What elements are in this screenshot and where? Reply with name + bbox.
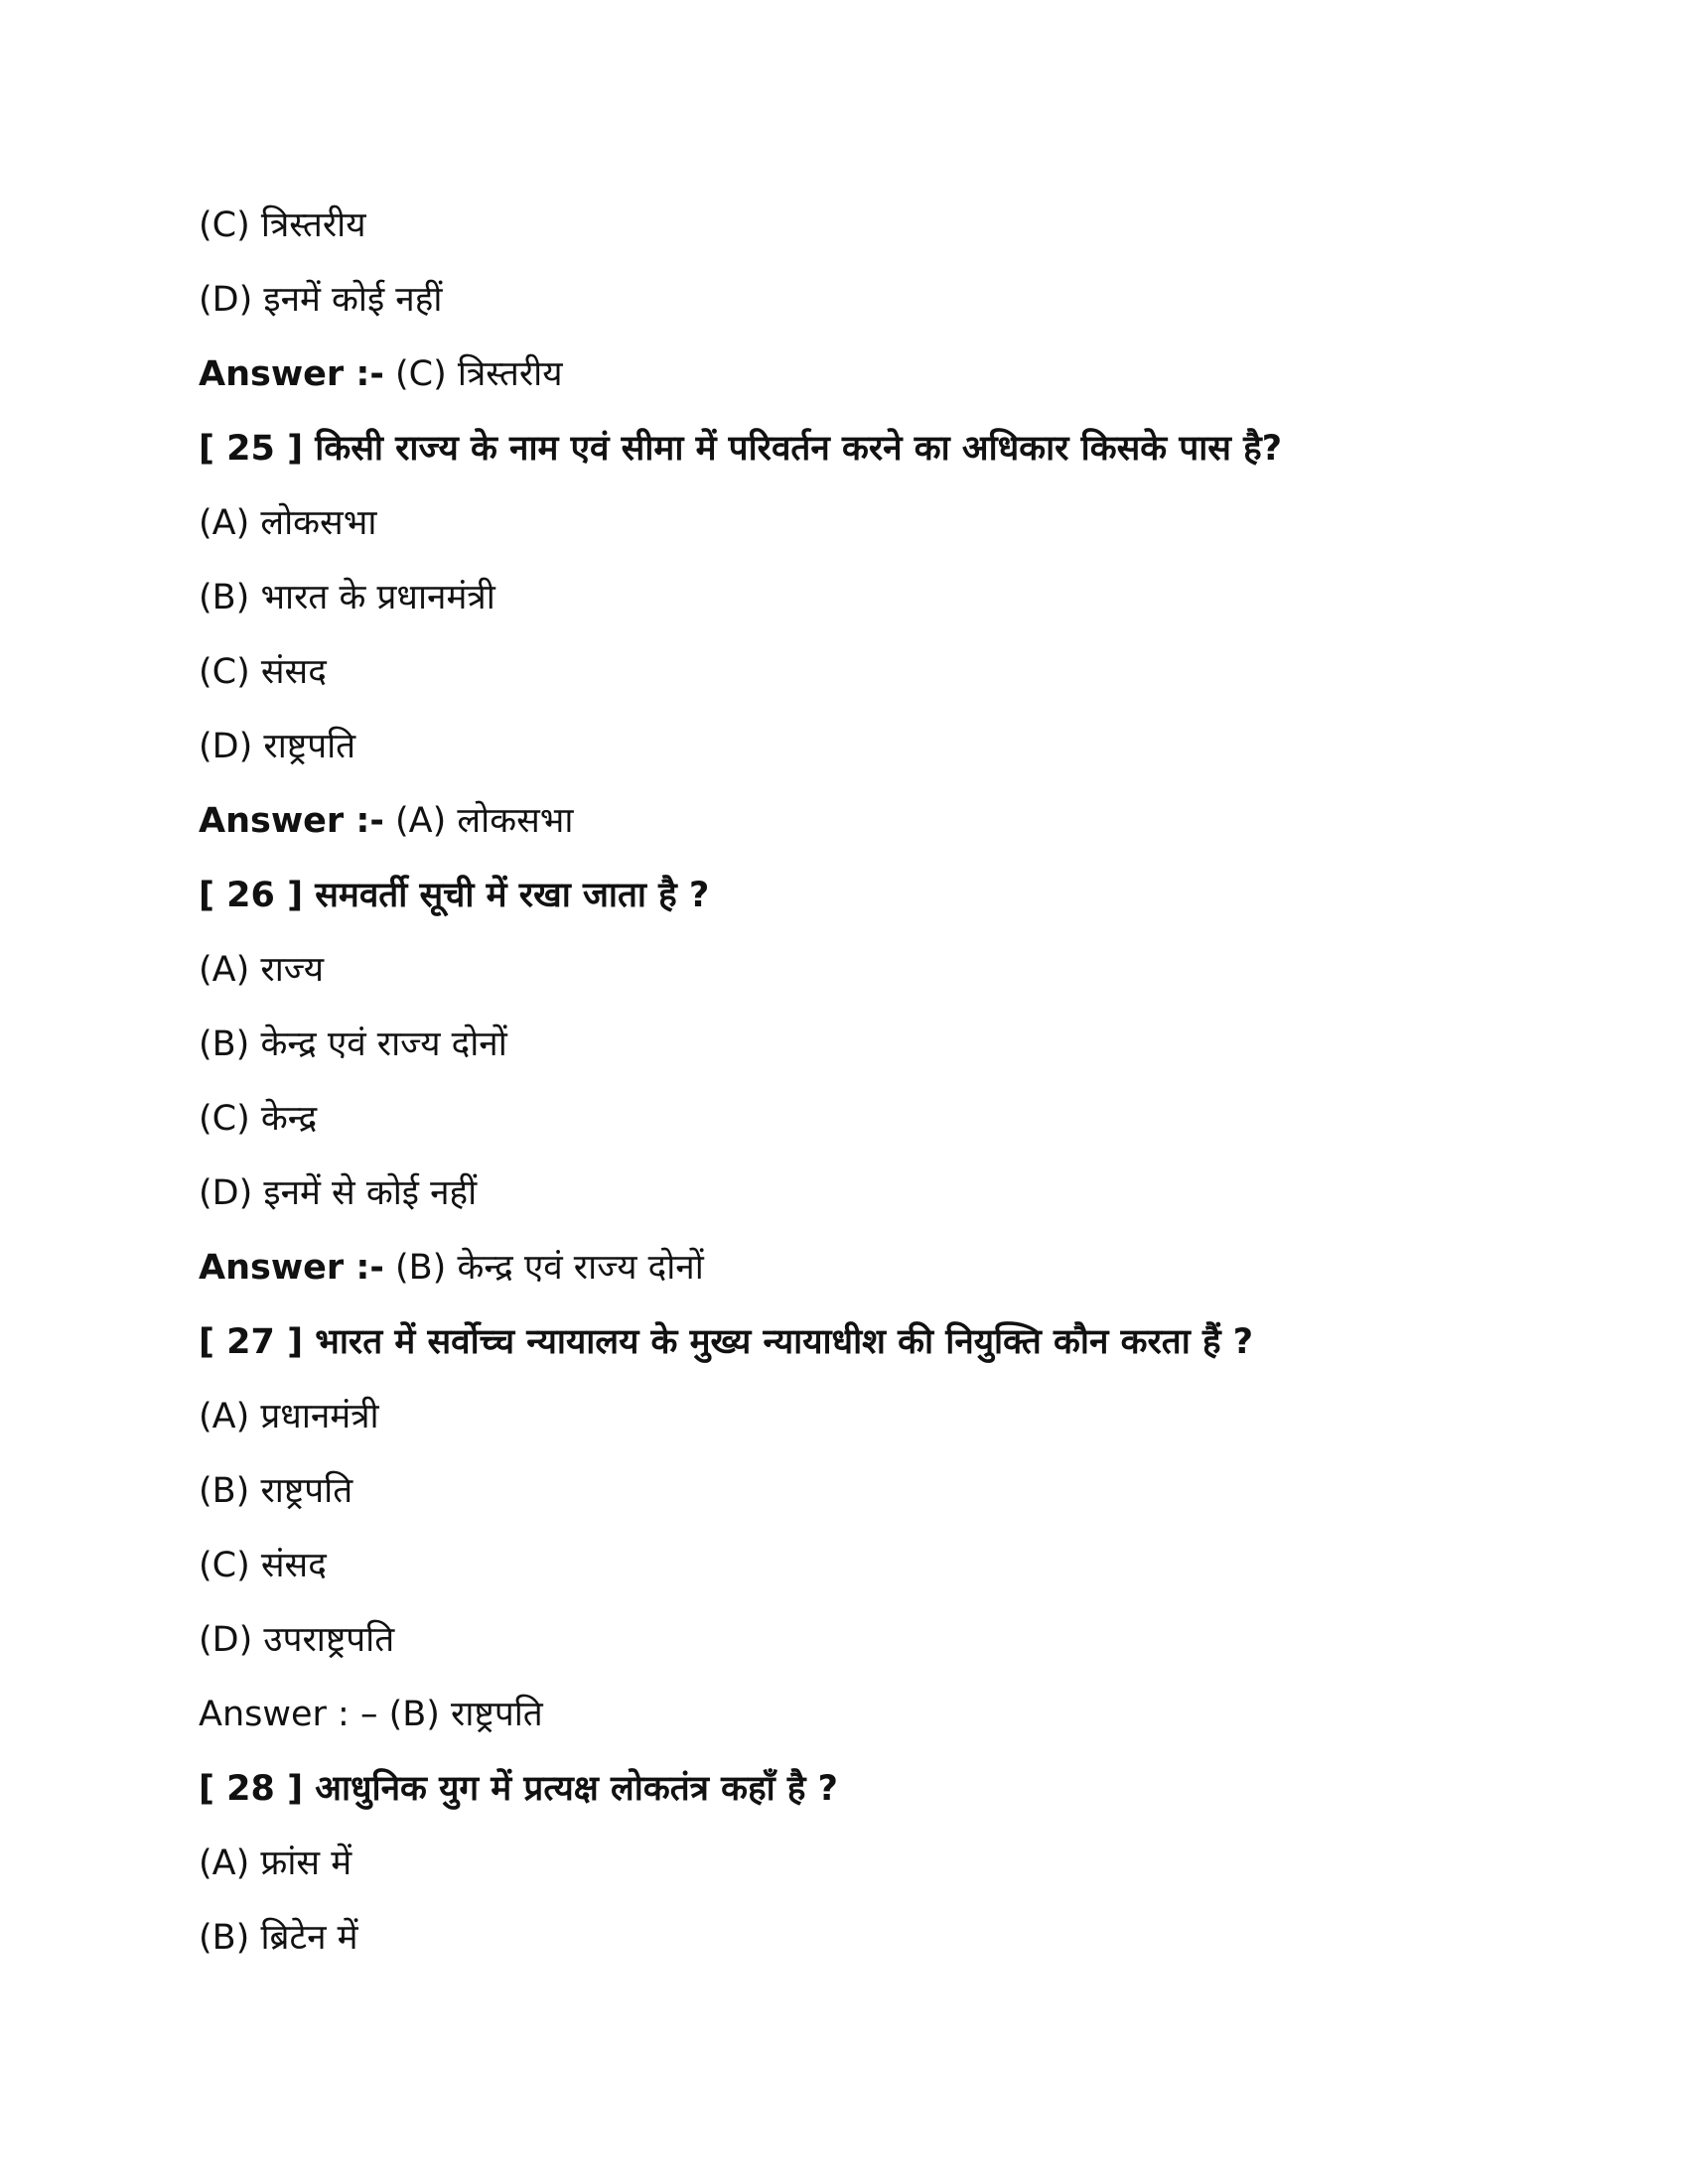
answer-text: (B) केन्द्र एवं राज्य दोनों — [383, 1248, 704, 1288]
question-28: [ 28 ] आधुनिक युग में प्रत्यक्ष लोकतंत्र कहाँ है ? — [199, 1769, 838, 1809]
question-25: [ 25 ] किसी राज्य के नाम एवं सीमा में परिवर्तन करने का अधिकार किसके पास है? — [199, 429, 1283, 469]
option-line: (B) केन्द्र एवं राज्य दोनों — [199, 1024, 507, 1064]
answer-line — [199, 338, 1589, 412]
answer-label: Answer :- — [199, 801, 384, 841]
option-line: (A) फ्रांस में — [199, 1843, 352, 1883]
answer-line: Answer : – (B) राष्ट्रपति — [199, 1695, 543, 1734]
option-line: (B) भारत के प्रधानमंत्री — [199, 578, 495, 617]
option-line: (A) राज्य — [199, 950, 325, 990]
question-26: [ 26 ] समवर्ती सूची में रखा जाता है ? — [199, 876, 710, 915]
option-line: (C) त्रिस्तरीय — [199, 205, 366, 245]
option-line: (C) केन्द्र — [199, 1099, 318, 1139]
option-line: (B) राष्ट्रपति — [199, 1471, 353, 1511]
option-line: (D) उपराष्ट्रपति — [199, 1620, 395, 1660]
answer-line — [199, 784, 1589, 859]
option-line: (C) संसद — [199, 652, 327, 692]
option-line: (A) प्रधानमंत्री — [199, 1397, 379, 1436]
option-line: (D) राष्ट्रपति — [199, 727, 356, 766]
answer-label: Answer :- — [199, 354, 384, 394]
answer-text: (A) लोकसभा — [383, 801, 574, 841]
answer-label: Answer :- — [199, 1248, 384, 1288]
document-page — [199, 189, 1589, 1976]
option-line: (D) इनमें से कोई नहीं — [199, 1173, 478, 1213]
answer-line — [199, 1231, 1589, 1305]
option-line: (C) संसद — [199, 1546, 327, 1585]
answer-text: (C) त्रिस्तरीय — [383, 354, 563, 394]
question-27: [ 27 ] भारत में सर्वोच्च न्यायालय के मुख्य न्यायाधीश की नियुक्ति कौन करता हैं ? — [199, 1322, 1254, 1362]
option-line: (D) इनमें कोई नहीं — [199, 280, 443, 320]
option-line: (A) लोकसभा — [199, 503, 377, 543]
option-line: (B) ब्रिटेन में — [199, 1918, 358, 1958]
